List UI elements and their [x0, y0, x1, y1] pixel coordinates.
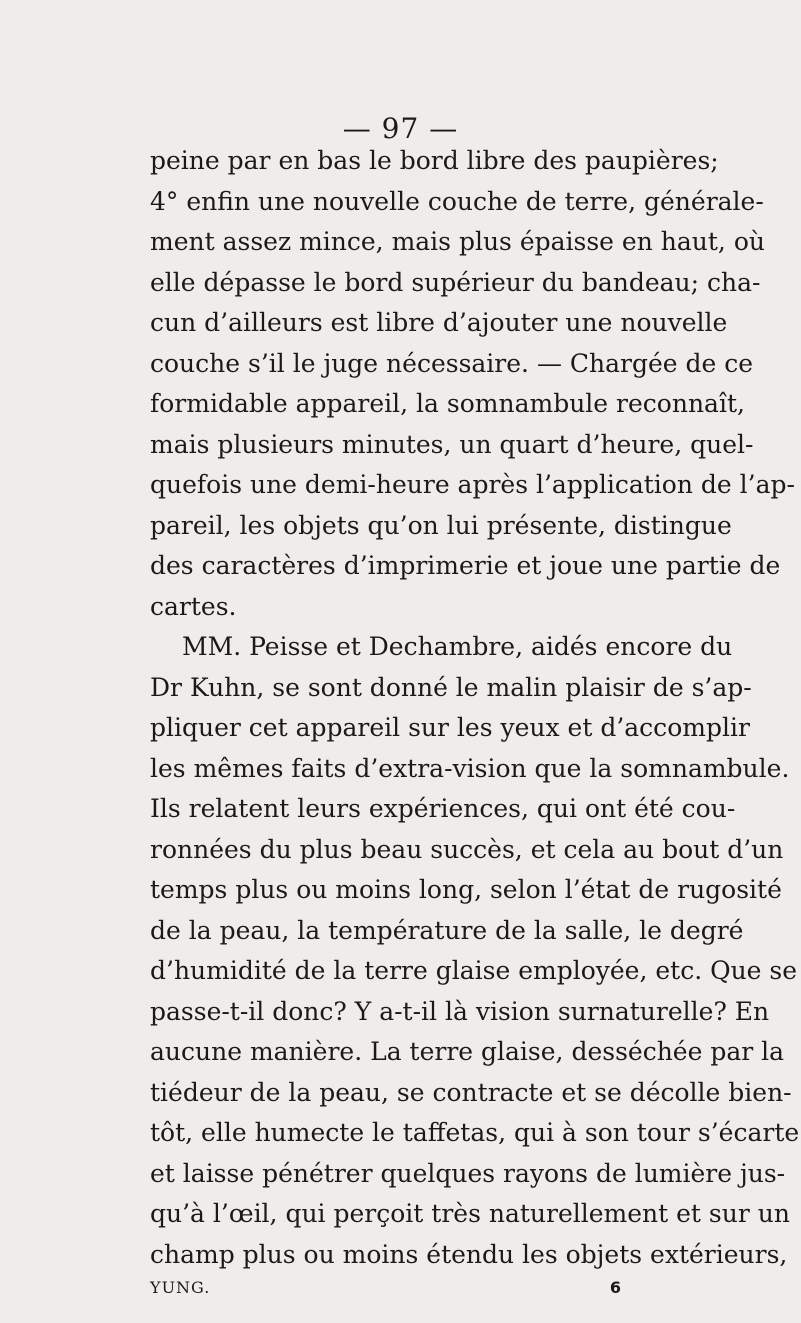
text-line: et laisse pénétrer quelques rayons de lumière jus-: [150, 1159, 786, 1188]
text-line: elle dépasse le bord supérieur du bandeau; cha-: [150, 268, 761, 297]
text-line: Dr Kuhn, se sont donné le malin plaisir de s’ap-: [150, 673, 752, 702]
text-line: ronnées du plus beau succès, et cela au bout d’un: [150, 835, 784, 864]
text-line: ment assez mince, mais plus épaisse en haut, où: [150, 227, 765, 256]
text-line: cartes.: [150, 592, 237, 621]
text-line: tôt, elle humecte le taffetas, qui à son tour s’écarte: [150, 1118, 800, 1147]
text-line: formidable appareil, la somnambule reconnaît,: [150, 389, 745, 418]
text-line: 4° enfin une nouvelle couche de terre, générale-: [150, 187, 764, 216]
text-line: passe-t-il donc? Y a-t-il là vision surnaturelle? En: [150, 997, 770, 1026]
text-line: tiédeur de la peau, se contracte et se décolle bien-: [150, 1078, 792, 1107]
text-line: peine par en bas le bord libre des paupières;: [150, 146, 719, 175]
page-number: — 97 —: [342, 112, 459, 145]
text-line: temps plus ou moins long, selon l’état de rugosité: [150, 875, 782, 904]
signature-mark: YUNG.: [150, 1278, 211, 1297]
text-line: qu’à l’œil, qui perçoit très naturellement et sur un: [150, 1199, 790, 1228]
text-line: pliquer cet appareil sur les yeux et d’accomplir: [150, 713, 750, 742]
text-line: pareil, les objets qu’on lui présente, distingue: [150, 511, 732, 540]
text-line: d’humidité de la terre glaise employée, etc. Que se: [150, 956, 798, 985]
text-line: mais plusieurs minutes, un quart d’heure, quel-: [150, 430, 754, 459]
sheet-number: 6: [609, 1278, 622, 1297]
page-footer: [150, 1278, 682, 1300]
text-line: Ils relatent leurs expériences, qui ont été cou-: [150, 794, 736, 823]
text-line: quefois une demi-heure après l’application de l’ap-: [150, 470, 795, 499]
text-line: les mêmes faits d’extra-vision que la somnambule.: [150, 754, 790, 783]
text-line: de la peau, la température de la salle, le degré: [150, 916, 744, 945]
text-line: aucune manière. La terre glaise, desséchée par la: [150, 1037, 785, 1066]
text-line: couche s’il le juge nécessaire. — Chargée de ce: [150, 349, 754, 378]
text-line: champ plus ou moins étendu les objets extérieurs,: [150, 1240, 788, 1269]
text-line: des caractères d’imprimerie et joue une partie de: [150, 551, 781, 580]
text-line: cun d’ailleurs est libre d’ajouter une nouvelle: [150, 308, 728, 337]
text-line: MM. Peisse et Dechambre, aidés encore du: [182, 632, 733, 661]
